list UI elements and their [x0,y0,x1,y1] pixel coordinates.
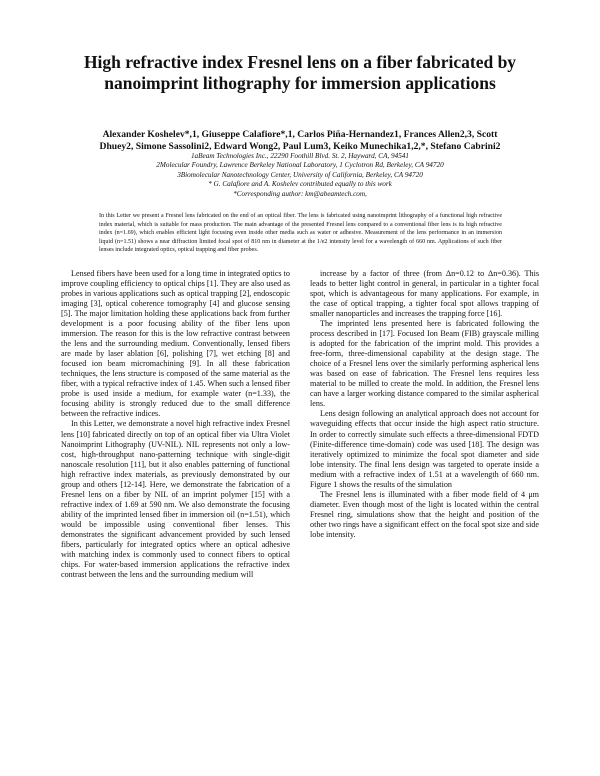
affiliations [62,152,538,199]
equal-contribution-note: * G. Calafiore and A. Koshelev contributed equally to this work [208,180,392,189]
author-line-1: Alexander Koshelev*,1, Giuseppe Calafiore*,1, Carlos Piña-Hernandez1, Frances Allen2,3, Scott [102,129,498,140]
corresponding-author: *Corresponding author: km@abeamtech.com, [233,189,367,198]
abstract: In this Letter we present a Fresnel lens fabricated on the end of an optical fiber. The lens is fabricated using nanoimprint lithography of a functional high refractive index material, which is suitable for mass production. The main advantage of the presented Fresnel lens compared to a conventional fiber lens is its high refractive index (n=1.69), which enables efficient light focusing even inside other media such as water or adhesive. Measurement of the lens performance in an immersion liquid (n=1.51) shows a near diffraction limited focal spot of 810 nm in diameter at the 1/e2 intensity level for a wavelength of 660 nm. Applications of such fiber lenses include integrated optics, optical trapping and fiber probes. [99,213,502,254]
affiliation-line: 1aBeam Technologies Inc., 22290 Foothill Blvd. St. 2, Hayward, CA, 94541 [190,152,410,160]
body-paragraph: In this Letter, we demonstrate a novel high refractive index Fresnel lens [10] fabricated directly on top of an optical fiber via Ultra Violet Nanoimprint Lithography (UV-NIL). NIL represents not only a low-cost, high-throughput nano-patterning technique with single-digit nanoscale resolution [11], but it also enables patterning of functional high refractive index materials, as previously demonstrated by our group and others [12-14]. Here, we demonstrate the fabrication of a Fresnel lens on a fiber by NIL of an imprint polymer [15] with a refractive index of 1.69 at 590 nm. We also demonstrate the focusing ability of the imprinted lensed fiber in immersion oil (n=1.51), which would be impossible using conventional fiber lenses. This demonstrates the significant advancement provided by such lensed fibers, particularly for integrated optics where an optical adhesive with matching index is commonly used to connect fibers to optical chips. For water-based immersion applications the refractive index contrast between the lens and the surrounding medium will [61,419,290,579]
left-column [61,269,290,580]
body-paragraph: The Fresnel lens is illuminated with a fiber mode field of 4 μm diameter. Even though most of the light is located within the central Fresnel ring, simulations show that the height and position of the other two rings have a significant effect on the focal spot size and side lobe intensity. [310,489,539,539]
paper-title: High refractive index Fresnel lens on a fiber fabricated by nanoimprint lithography for immersion applications [83,52,517,93]
body-paragraph: Lens design following an analytical approach does not account for waveguiding effects that occur inside the high aspect ratio structure. In order to correctly simulate such effects a three-dimensional FDTD (Finite-difference time-domain) code was used [18]. The design was iteratively optimized to minimize the focal spot diameter and side lobe intensity. The final lens design was targeted to operate inside a medium with a refractive index of 1.51 at a wavelength of 660 nm. Figure 1 shows the results of the simulation [310,409,539,489]
body-paragraph: Lensed fibers have been used for a long time in integrated optics to improve coupling efficiency to optical chips [1]. They are also used as probes in various applications such as optical trapping [2], endoscopic imaging [3], optical coherence tomography [4] and glucose sensing [5]. The major limitation holding these applications back from further development is a poor focusing ability of the fiber lens upon immersion. The reason for this is the low refractive contrast between the lens and the surrounding medium. Conventionally, lensed fibers are made by laser ablation [6], polishing [7], wet etching [8] and focused ion beam micromachining [9]. In all these fabrication techniques, the lens structure is composed of the same material as the fiber, with a typical refractive index of 1.45. When such a lensed fiber probe is used inside a medium, for example water (n=1.33), the focusing ability is strongly reduced due to the small difference between the refractive indices. [61,269,290,419]
affiliation-line: 2Molecular Foundry, Lawrence Berkeley National Laboratory, 1 Cyclotron Rd, Berkeley, CA 94720 [156,161,444,170]
body-paragraph: The imprinted lens presented here is fabricated following the process described in [17]. Focused Ion Beam (FIB) grayscale milling is adopted for the fabrication of the imprint mold. This provides a free-form, three-dimensional capability at the design stage. The choice of a Fresnel lens over the similarly performing aspherical lens was based on ease of fabrication. The Fresnel lens requires less material to be milled to create the mold. In addition, the Fresnel lens can have a larger working distance compared to the similar aspherical lens. [310,319,539,409]
body-paragraph: increase by a factor of three (from Δn=0.12 to Δn=0.36). This leads to better light control in general, in particular in a tighter focal spot, which is advantageous for many applications. For example, in the case of optical trapping, a tighter focal spot allows trapping of smaller nanoparticles and increases the trapping force [16]. [310,269,539,319]
author-list [62,129,538,153]
affiliation-line: 3Biomolecular Nanotechnology Center, University of California, Berkeley, CA 94720 [177,170,423,179]
right-column [310,269,539,540]
author-line-2: Dhuey2, Simone Sassolini2, Edward Wong2, Paul Lum3, Keiko Munechika1,2,*, Stefano Cabrini2 [99,141,501,153]
